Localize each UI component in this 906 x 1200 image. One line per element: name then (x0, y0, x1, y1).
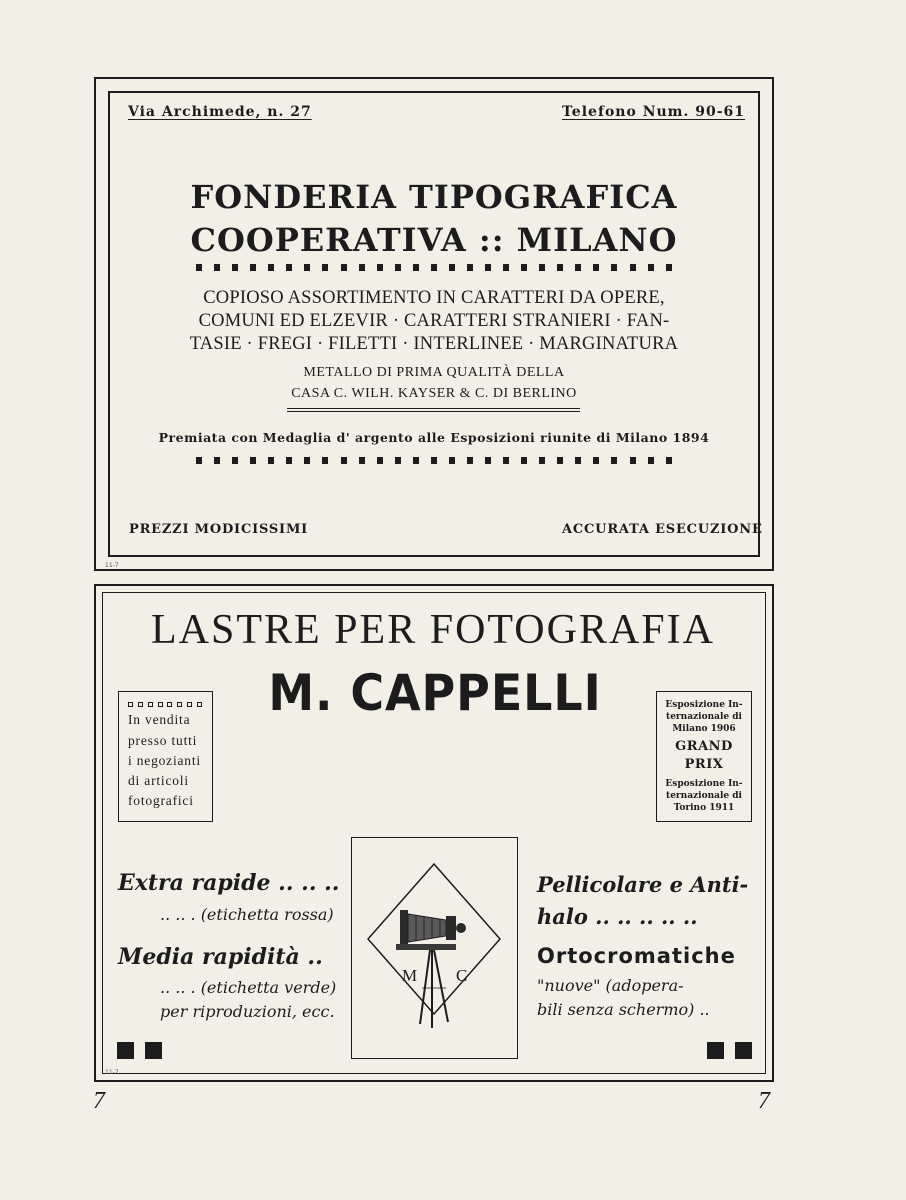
rule-square (611, 264, 617, 271)
camera-logo-box (351, 837, 518, 1059)
rule-square (413, 457, 419, 464)
rule-square (304, 264, 310, 271)
rule-square (250, 457, 256, 464)
rule-square (304, 457, 310, 464)
rule-square (322, 457, 328, 464)
logo-letter-m: M (402, 966, 418, 985)
product-pellicolare: Pellicolare e Anti- (537, 872, 749, 897)
footer-execution: ACCURATA ESECUZIONE (562, 522, 763, 537)
rule-square (593, 457, 599, 464)
rule-square (377, 457, 383, 464)
decorative-square-rule (196, 264, 672, 271)
rule-square (196, 457, 202, 464)
rule-square (521, 264, 527, 271)
rule-square (286, 457, 292, 464)
rule-square (214, 264, 220, 271)
rule-square (341, 264, 347, 271)
rule-square (485, 457, 491, 464)
company-title-line1: FONDERIA TIPOGRAFICA (190, 178, 678, 216)
sale-info-line: presso tutti (128, 733, 198, 748)
expo-line: Esposizione In- (665, 779, 743, 789)
rule-square (503, 264, 509, 271)
decorative-square (145, 1042, 162, 1059)
product-ortocromatiche-note: bili senza schermo) .. (537, 1000, 710, 1019)
rule-square (648, 457, 654, 464)
rule-square (666, 264, 672, 271)
rule-square (232, 264, 238, 271)
brand-name: M. CAPPELLI (268, 664, 602, 722)
award-line: Premiata con Medaglia d' argento alle Esposizioni riunite di Milano 1894 (158, 430, 710, 445)
decorative-square-rule (196, 457, 672, 464)
product-media-note: per riproduzioni, ecc. (160, 1002, 335, 1021)
phone-number: Telefono Num. 90-61 (562, 104, 746, 120)
double-rule (287, 408, 580, 412)
metal-quality-line2: CASA C. WILH. KAYSER & C. DI BERLINO (291, 386, 577, 401)
sale-info-line: fotografici (128, 793, 194, 808)
rule-square (431, 264, 437, 271)
rule-square (359, 264, 365, 271)
product-extra-rapide: Extra rapide .. .. .. (118, 870, 340, 896)
decorative-square (735, 1042, 752, 1059)
description-line: COPIOSO ASSORTIMENTO IN CARATTERI DA OPERE, (203, 288, 665, 308)
sale-info-line: i negozianti (128, 753, 201, 768)
rule-square (413, 264, 419, 271)
expo-line: Milano 1906 (672, 724, 736, 734)
product-ortocromatiche-note: "nuove" (adopera- (537, 976, 684, 995)
expo-line: Esposizione In- (665, 700, 743, 710)
decorative-square-row (128, 702, 202, 707)
rule-square (232, 457, 238, 464)
camera-logo-icon (352, 838, 517, 1058)
rule-square (557, 457, 563, 464)
grand-prix-label: PRIX (684, 757, 724, 772)
rule-square (268, 264, 274, 271)
rule-square (322, 264, 328, 271)
rule-square (630, 264, 636, 271)
rule-square (214, 457, 220, 464)
rule-square (359, 457, 365, 464)
rule-square (268, 457, 274, 464)
address: Via Archimede, n. 27 (128, 104, 312, 120)
rule-square (395, 457, 401, 464)
page-number-right: 7 (758, 1088, 770, 1114)
rule-square (539, 264, 545, 271)
rule-square (485, 264, 491, 271)
expo-line: ternazionale di (666, 712, 742, 722)
rule-square (449, 264, 455, 271)
rule-square (449, 457, 455, 464)
rule-square (575, 264, 581, 271)
expo-line: ternazionale di (666, 791, 742, 801)
rule-square (431, 457, 437, 464)
sale-info-line: In vendita (128, 712, 191, 727)
sale-info-line: di articoli (128, 773, 189, 788)
rule-square (611, 457, 617, 464)
rule-square (539, 457, 545, 464)
rule-square (521, 457, 527, 464)
product-media-label: .. .. . (etichetta verde) (160, 978, 337, 997)
headline: LASTRE PER FOTOGRAFIA (151, 607, 715, 653)
description-line: TASIE · FREGI · FILETTI · INTERLINEE · MARGINATURA (189, 334, 679, 354)
rule-square (575, 457, 581, 464)
product-ortocromatiche: Ortocromatiche (537, 944, 736, 968)
rule-square (196, 264, 202, 271)
product-pellicolare-cont: halo .. .. .. .. .. (537, 904, 698, 929)
rule-square (467, 457, 473, 464)
rule-square (666, 457, 672, 464)
print-code: 11-7 (105, 562, 119, 569)
rule-square (557, 264, 563, 271)
print-code: 11-7 (105, 1069, 119, 1076)
rule-square (467, 264, 473, 271)
rule-square (341, 457, 347, 464)
rule-square (503, 457, 509, 464)
rule-square (395, 264, 401, 271)
footer-prices: PREZZI MODICISSIMI (129, 522, 309, 537)
rule-square (630, 457, 636, 464)
rule-square (286, 264, 292, 271)
rule-square (250, 264, 256, 271)
company-title-line2: COOPERATIVA :: MILANO (190, 221, 678, 259)
logo-letter-c: C (456, 966, 468, 985)
rule-square (377, 264, 383, 271)
rule-square (593, 264, 599, 271)
decorative-square (117, 1042, 134, 1059)
product-extra-label: .. .. . (etichetta rossa) (160, 905, 334, 924)
expo-line: Torino 1911 (673, 803, 735, 813)
decorative-square (707, 1042, 724, 1059)
product-media-rapidita: Media rapidità .. (118, 944, 323, 970)
description-line: COMUNI ED ELZEVIR · CARATTERI STRANIERI · FAN- (198, 311, 670, 331)
rule-square (648, 264, 654, 271)
grand-prix-label: GRAND (675, 739, 733, 754)
metal-quality-line1: METALLO DI PRIMA QUALITÀ DELLA (303, 365, 565, 380)
page-number-left: 7 (93, 1088, 105, 1114)
